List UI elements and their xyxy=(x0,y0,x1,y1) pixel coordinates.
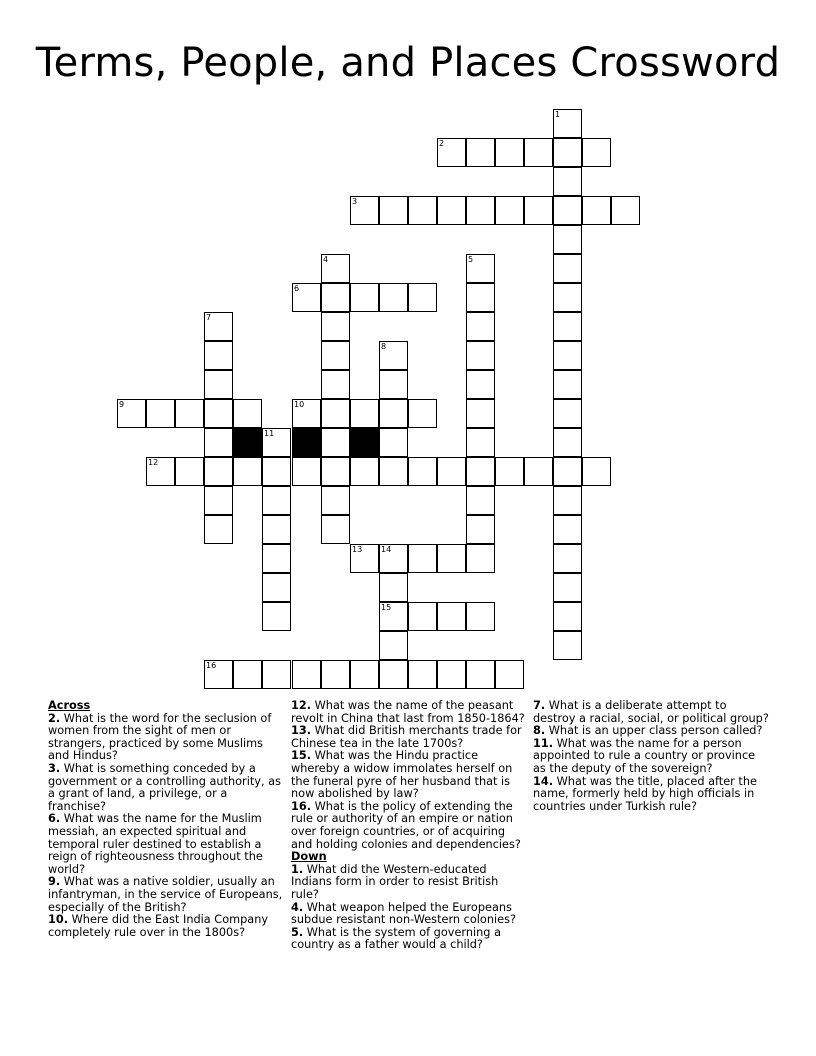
across-heading: Across xyxy=(48,699,91,712)
grid-cell[interactable] xyxy=(350,283,379,312)
grid-cell[interactable] xyxy=(553,602,582,631)
grid-cell[interactable] xyxy=(466,428,495,457)
clue-across-10: 10. Where did the East India Company completely rule over in the 1800s? xyxy=(48,913,269,939)
clue-number: 10 xyxy=(294,400,305,409)
grid-cell[interactable] xyxy=(321,515,350,544)
grid-cell[interactable] xyxy=(495,660,524,689)
grid-cell[interactable] xyxy=(233,457,262,486)
down-heading: Down xyxy=(291,850,327,864)
grid-cell[interactable] xyxy=(379,457,408,486)
clues-column-2 xyxy=(291,700,525,952)
grid-cell[interactable] xyxy=(321,428,350,457)
grid-cell[interactable] xyxy=(321,341,350,370)
grid-cell[interactable] xyxy=(204,486,233,515)
grid-cell[interactable] xyxy=(466,196,495,225)
clue-across-12: 12. What was the name of the peasant revolt in China that last from 1850-1864? xyxy=(291,699,525,725)
grid-cell[interactable] xyxy=(408,283,437,312)
grid-cell[interactable] xyxy=(379,399,408,428)
clue-number: 7 xyxy=(206,313,212,322)
grid-cell[interactable] xyxy=(379,370,408,399)
grid-cell[interactable] xyxy=(350,399,379,428)
grid-cell[interactable] xyxy=(175,457,204,486)
clue-down-8: 8. What is an upper class person called? xyxy=(533,724,763,738)
grid-cell[interactable] xyxy=(553,486,582,515)
grid-cell[interactable] xyxy=(262,457,291,486)
grid-cell[interactable] xyxy=(379,660,408,689)
grid-cell[interactable] xyxy=(524,138,553,167)
clue-across-2: 2. What is the word for the seclusion of women from the sight of men or strangers, practiced by some Muslims and Hindus? xyxy=(48,711,272,763)
grid-cell[interactable] xyxy=(262,544,291,573)
clue-across-6: 6. What was the name for the Muslim messiah, an expected spiritual and temporal ruler destined to establish a reign of righteousness throughout the world? xyxy=(48,812,263,876)
grid-cell[interactable] xyxy=(175,399,204,428)
clues-column-3 xyxy=(533,700,769,813)
grid-cell[interactable] xyxy=(553,370,582,399)
grid-cell[interactable] xyxy=(611,196,640,225)
grid-cell[interactable] xyxy=(437,457,466,486)
grid-cell[interactable] xyxy=(379,573,408,602)
grid-cell[interactable] xyxy=(379,196,408,225)
clue-number: 5 xyxy=(468,255,474,264)
grid-cell[interactable] xyxy=(553,341,582,370)
grid-cell[interactable] xyxy=(466,457,495,486)
grid-cell[interactable] xyxy=(553,312,582,341)
grid-cell[interactable] xyxy=(321,457,350,486)
grid-cell[interactable] xyxy=(553,196,582,225)
clue-number: 15 xyxy=(381,603,392,612)
grid-cell[interactable] xyxy=(292,660,321,689)
grid-cell[interactable] xyxy=(408,602,437,631)
grid-cell[interactable] xyxy=(437,660,466,689)
grid-cell[interactable] xyxy=(553,138,582,167)
clue-number: 9 xyxy=(119,400,125,409)
grid-cell[interactable] xyxy=(379,631,408,660)
grid-cell[interactable] xyxy=(204,457,233,486)
grid-cell[interactable] xyxy=(204,428,233,457)
grid-cell[interactable] xyxy=(204,341,233,370)
grid-cell[interactable] xyxy=(350,457,379,486)
grid-cell[interactable] xyxy=(582,457,611,486)
grid-cell[interactable] xyxy=(553,631,582,660)
grid-cell[interactable] xyxy=(524,196,553,225)
clue-number: 6 xyxy=(294,284,300,293)
grid-cell[interactable] xyxy=(553,428,582,457)
grid-cell[interactable] xyxy=(495,196,524,225)
grid-cell[interactable] xyxy=(350,660,379,689)
grid-cell[interactable] xyxy=(379,283,408,312)
grid-cell[interactable] xyxy=(379,428,408,457)
grid-cell[interactable] xyxy=(553,225,582,254)
grid-cell[interactable] xyxy=(466,138,495,167)
grid-cell[interactable] xyxy=(466,660,495,689)
clue-down-14: 14. What was the title, placed after the name, formerly held by high officials in countries under Turkish rule? xyxy=(533,774,757,813)
grid-cell[interactable] xyxy=(262,486,291,515)
grid-cell[interactable] xyxy=(466,399,495,428)
clue-down-4: 4. What weapon helped the Europeans subdue resistant non-Western colonies? xyxy=(291,900,516,927)
grid-cell[interactable] xyxy=(437,196,466,225)
grid-cell[interactable] xyxy=(262,515,291,544)
grid-cell[interactable] xyxy=(321,283,350,312)
grid-cell[interactable] xyxy=(321,399,350,428)
grid-cell[interactable] xyxy=(321,660,350,689)
grid-cell[interactable] xyxy=(437,602,466,631)
grid-cell[interactable] xyxy=(321,312,350,341)
grid-cell[interactable] xyxy=(262,660,291,689)
clue-number: 3 xyxy=(352,197,358,206)
grid-cell[interactable] xyxy=(466,341,495,370)
grid-cell[interactable] xyxy=(292,457,321,486)
clue-down-11: 11. What was the name for a person appointed to rule a country or province as the deputy of the sovereign? xyxy=(533,736,756,775)
grid-cell[interactable] xyxy=(233,399,262,428)
black-cell xyxy=(233,428,262,457)
grid-cell[interactable] xyxy=(495,457,524,486)
grid-cell[interactable] xyxy=(408,196,437,225)
clue-across-3: 3. What is something conceded by a government or a controlling authority, as a grant of land, a privilege, or a franchise? xyxy=(48,761,281,813)
clue-across-15: 15. What was the Hindu practice whereby a widow immolates herself on the funeral pyre of her husband that is now abolished by law? xyxy=(291,749,513,801)
grid-cell[interactable] xyxy=(408,660,437,689)
grid-cell[interactable] xyxy=(466,544,495,573)
page-title: Terms, People, and Places Crossword xyxy=(35,40,781,86)
grid-cell[interactable] xyxy=(466,515,495,544)
grid-cell[interactable] xyxy=(204,399,233,428)
grid-cell[interactable] xyxy=(408,457,437,486)
clue-number: 14 xyxy=(381,545,392,554)
grid-cell[interactable] xyxy=(553,283,582,312)
grid-cell[interactable] xyxy=(524,457,553,486)
grid-cell[interactable] xyxy=(408,544,437,573)
grid-cell[interactable] xyxy=(466,283,495,312)
grid-cell[interactable] xyxy=(437,544,466,573)
grid-cell[interactable] xyxy=(495,138,524,167)
clue-number: 8 xyxy=(381,342,387,351)
grid-cell[interactable] xyxy=(553,515,582,544)
grid-cell[interactable] xyxy=(262,573,291,602)
grid-cell[interactable] xyxy=(553,457,582,486)
clue-across-13: 13. What did British merchants trade for Chinese tea in the late 1700s? xyxy=(291,724,522,750)
clue-across-9: 9. What was a native soldier, usually an infantryman, in the service of Europeans, especially of the British? xyxy=(48,875,283,914)
grid-cell[interactable] xyxy=(582,196,611,225)
grid-cell[interactable] xyxy=(204,515,233,544)
black-cell xyxy=(350,428,379,457)
clues-column-1 xyxy=(48,700,284,939)
grid-cell[interactable] xyxy=(553,399,582,428)
clue-number: 16 xyxy=(206,661,217,670)
clue-number: 11 xyxy=(264,429,275,438)
grid-cell[interactable] xyxy=(582,138,611,167)
grid-cell[interactable] xyxy=(466,602,495,631)
grid-cell[interactable] xyxy=(466,312,495,341)
grid-cell[interactable] xyxy=(466,486,495,515)
clue-number: 12 xyxy=(148,458,159,467)
grid-cell[interactable] xyxy=(553,254,582,283)
clue-number: 13 xyxy=(352,545,363,554)
grid-cell[interactable] xyxy=(321,486,350,515)
grid-cell[interactable] xyxy=(553,573,582,602)
clue-down-5: 5. What is the system of governing a country as a father would a child? xyxy=(291,925,501,952)
clue-across-16: 16. What is the policy of extending the rule or authority of an empire or nation over foreign countries, or of acquiring and holding colonies and dependencies? xyxy=(291,799,521,851)
grid-cell[interactable] xyxy=(466,370,495,399)
grid-cell[interactable] xyxy=(146,399,175,428)
clue-down-1: 1. What did the Western-educated Indians form in order to resist British rule? xyxy=(291,862,499,901)
clue-number: 1 xyxy=(555,110,561,119)
grid-cell[interactable] xyxy=(233,660,262,689)
clue-down-7: 7. What is a deliberate attempt to destroy a racial, social, or political group? xyxy=(533,699,769,725)
grid-cell[interactable] xyxy=(262,602,291,631)
clue-number: 4 xyxy=(323,255,329,264)
grid-cell[interactable] xyxy=(553,167,582,196)
black-cell xyxy=(292,428,321,457)
grid-cell[interactable] xyxy=(408,399,437,428)
clue-number: 2 xyxy=(439,139,445,148)
grid-cell[interactable] xyxy=(321,370,350,399)
grid-cell[interactable] xyxy=(204,370,233,399)
grid-cell[interactable] xyxy=(553,544,582,573)
